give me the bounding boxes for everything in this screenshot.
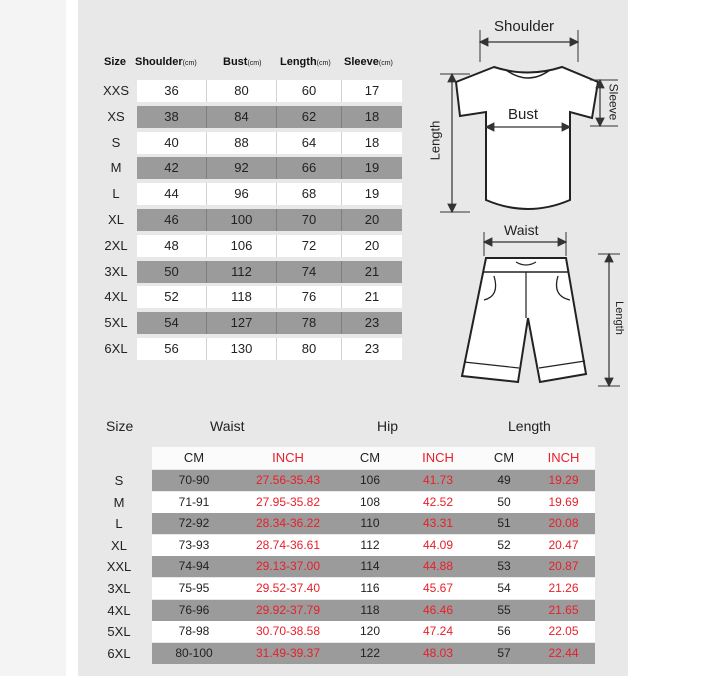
- size-label: 4XL: [104, 289, 128, 305]
- bust-cell: 100: [207, 209, 277, 231]
- unit-header-row: [152, 447, 595, 469]
- sleeve-cell: 23: [364, 315, 380, 331]
- len-in-cell: 22.05: [548, 624, 579, 639]
- waist-in-cell: 31.49-39.37: [255, 645, 321, 660]
- table-row: [152, 535, 595, 556]
- header-bust: Bust(cm): [223, 56, 262, 68]
- length-cell: 60: [277, 80, 342, 102]
- length-cell: 70: [277, 209, 342, 231]
- bust-cell: 127: [207, 312, 277, 334]
- size-label: M: [110, 160, 122, 176]
- table-row: [152, 513, 595, 534]
- length-group-header: Length: [508, 418, 551, 434]
- waist-in-cell: 28.34-36.22: [255, 516, 321, 531]
- size-label: 4XL: [107, 602, 131, 618]
- shoulder-cell: 48: [137, 235, 207, 257]
- waist-cm-cell: 80-100: [175, 645, 213, 660]
- length-cell: 62: [277, 106, 342, 128]
- shoulder-cell: 54: [137, 312, 207, 334]
- hip-in-cell: 41.73: [422, 473, 454, 487]
- size-label: 6XL: [104, 341, 128, 356]
- hip-cm-cell: 118: [360, 602, 380, 617]
- bust-label: Bust: [508, 106, 539, 123]
- hip-in-cell: 46.46: [422, 602, 454, 617]
- shoulder-label: Shoulder: [494, 18, 555, 35]
- len-cm-cell: 57: [497, 645, 511, 660]
- len-in-cell: 20.47: [548, 537, 579, 552]
- table-row: [152, 470, 595, 491]
- waist-in-cell: 30.70-38.58: [255, 624, 321, 639]
- waist-in-cell: 27.95-35.82: [255, 494, 321, 509]
- bust-cell: 80: [207, 80, 277, 102]
- size-label: S: [114, 473, 124, 488]
- table-row: [152, 621, 595, 642]
- waist-cm-cell: 76-96: [178, 602, 210, 617]
- shorts-length-label: Length: [612, 301, 625, 335]
- shoulder-cell: 56: [137, 338, 207, 360]
- shoulder-cell: 40: [137, 132, 207, 154]
- sleeve-cell: 19: [364, 160, 380, 176]
- sleeve-cell: 20: [364, 212, 380, 227]
- len-in-cell: 20.08: [548, 516, 579, 531]
- waist-cm-cell: 70-90: [178, 473, 210, 487]
- waist-inch-header: INCH: [272, 450, 304, 465]
- length-cell: 66: [277, 157, 342, 179]
- header-length: Length(cm): [280, 56, 331, 68]
- length-cell: 78: [277, 312, 342, 334]
- length-cell: 74: [277, 261, 342, 283]
- shoulder-cell: 44: [137, 183, 207, 205]
- hip-in-cell: 42.52: [422, 494, 454, 509]
- len-cm-cell: 53: [497, 559, 511, 574]
- header-sleeve: Sleeve(cm): [344, 56, 393, 68]
- len-cm-cell: 49: [497, 473, 511, 487]
- len-in-cell: 19.69: [548, 494, 579, 509]
- length-cell: 64: [277, 132, 342, 154]
- size-label: XXL: [106, 559, 132, 575]
- table-row: [152, 556, 595, 577]
- length-cell: 72: [277, 235, 342, 257]
- len-in-cell: 19.29: [548, 473, 579, 487]
- size-label: XXS: [102, 83, 129, 98]
- shoulder-cell: 46: [137, 209, 207, 231]
- hip-cm-cell: 120: [359, 624, 381, 639]
- hip-in-cell: 45.67: [422, 581, 454, 595]
- len-cm-cell: 51: [497, 516, 511, 531]
- len-cm-cell: 55: [497, 602, 511, 617]
- table-row: [152, 492, 595, 513]
- waist-cm-cell: 72-92: [178, 516, 210, 531]
- table-row: [152, 600, 595, 621]
- waist-in-cell: 27.56-35.43: [255, 473, 321, 487]
- sleeve-cell: 23: [364, 341, 380, 356]
- hip-in-cell: 44.09: [422, 537, 454, 552]
- hip-cm-cell: 106: [359, 473, 381, 487]
- len-cm-cell: 50: [497, 494, 511, 509]
- shirt-length-label: Length: [427, 120, 443, 161]
- size-label: L: [112, 186, 120, 202]
- hip-in-cell: 47.24: [422, 624, 454, 639]
- size-label: 3XL: [104, 263, 128, 279]
- size-label: S: [111, 134, 121, 150]
- waist-cm-cell: 74-94: [178, 559, 210, 574]
- sleeve-cell: 19: [364, 186, 380, 202]
- sleeve-cell: 21: [364, 263, 380, 279]
- hip-in-cell: 43.31: [422, 516, 454, 531]
- table-row: [152, 643, 595, 664]
- waist-cm-header: CM: [183, 450, 205, 465]
- sleeve-cell: 20: [364, 237, 380, 253]
- size-label: XL: [111, 537, 127, 553]
- waist-cm-cell: 71-91: [178, 494, 210, 509]
- len-cm-cell: 56: [497, 624, 511, 639]
- shoulder-cell: 36: [137, 80, 207, 102]
- length-cell: 76: [277, 286, 342, 308]
- length-cell: 68: [277, 183, 342, 205]
- waist-cm-cell: 73-93: [178, 537, 210, 552]
- size-label: 5XL: [107, 624, 131, 640]
- bottom-size-header: Size: [106, 418, 134, 434]
- bust-cell: 130: [207, 338, 277, 360]
- size-label: 2XL: [104, 237, 128, 253]
- sleeve-cell: 18: [364, 134, 380, 150]
- size-label: M: [113, 494, 125, 510]
- shoulder-cell: 38: [137, 106, 207, 128]
- waist-in-cell: 29.52-37.40: [255, 581, 321, 595]
- hip-in-cell: 48.03: [422, 645, 454, 660]
- length-inch-header: INCH: [547, 450, 580, 465]
- hip-cm-cell: 122: [359, 645, 381, 660]
- len-cm-cell: 54: [497, 581, 511, 595]
- hip-cm-cell: 114: [360, 559, 380, 574]
- sleeve-cell: 17: [364, 83, 380, 98]
- bust-cell: 106: [207, 235, 277, 257]
- waist-cm-cell: 78-98: [178, 624, 210, 639]
- waist-in-cell: 29.92-37.79: [255, 602, 321, 617]
- shoulder-cell: 52: [137, 286, 207, 308]
- shoulder-cell: 42: [137, 157, 207, 179]
- bust-cell: 96: [207, 183, 277, 205]
- waist-cm-cell: 75-95: [178, 581, 210, 595]
- tshirt-outline: [456, 67, 598, 209]
- size-label: 6XL: [107, 645, 131, 661]
- length-cm-header: CM: [493, 450, 515, 465]
- size-label: L: [115, 516, 123, 532]
- size-label: XS: [107, 108, 125, 124]
- waist-group-header: Waist: [210, 418, 245, 434]
- header-size: Size: [104, 56, 127, 68]
- sleeve-label: Sleeve: [606, 83, 621, 121]
- header-shoulder: Shoulder(cm): [135, 56, 197, 68]
- table-row: [152, 578, 595, 599]
- bust-cell: 118: [207, 286, 277, 308]
- hip-in-cell: 44.88: [422, 559, 454, 574]
- hip-inch-header: INCH: [422, 450, 454, 465]
- len-in-cell: 20.87: [548, 559, 579, 574]
- hip-group-header: Hip: [377, 418, 399, 434]
- waist-in-cell: 28.74-36.61: [255, 537, 321, 552]
- bust-cell: 88: [207, 132, 277, 154]
- size-label: 3XL: [107, 581, 131, 596]
- len-cm-cell: 52: [497, 537, 511, 552]
- size-label: XL: [108, 212, 124, 227]
- len-in-cell: 21.26: [548, 581, 579, 595]
- hip-cm-header: CM: [359, 450, 381, 465]
- bust-cell: 92: [207, 157, 277, 179]
- size-label: 5XL: [104, 315, 128, 331]
- hip-cm-cell: 112: [360, 537, 380, 552]
- hip-cm-cell: 108: [359, 494, 381, 509]
- hip-cm-cell: 116: [360, 581, 380, 595]
- shoulder-cell: 50: [137, 261, 207, 283]
- len-in-cell: 21.65: [548, 602, 579, 617]
- sleeve-cell: 21: [364, 289, 380, 305]
- sleeve-cell: 18: [364, 108, 380, 124]
- waist-in-cell: 29.13-37.00: [255, 559, 321, 574]
- hip-cm-cell: 110: [360, 516, 380, 531]
- bust-cell: 112: [207, 261, 277, 283]
- bust-cell: 84: [207, 106, 277, 128]
- waist-label: Waist: [504, 222, 539, 238]
- len-in-cell: 22.44: [548, 645, 579, 660]
- length-cell: 80: [277, 338, 342, 360]
